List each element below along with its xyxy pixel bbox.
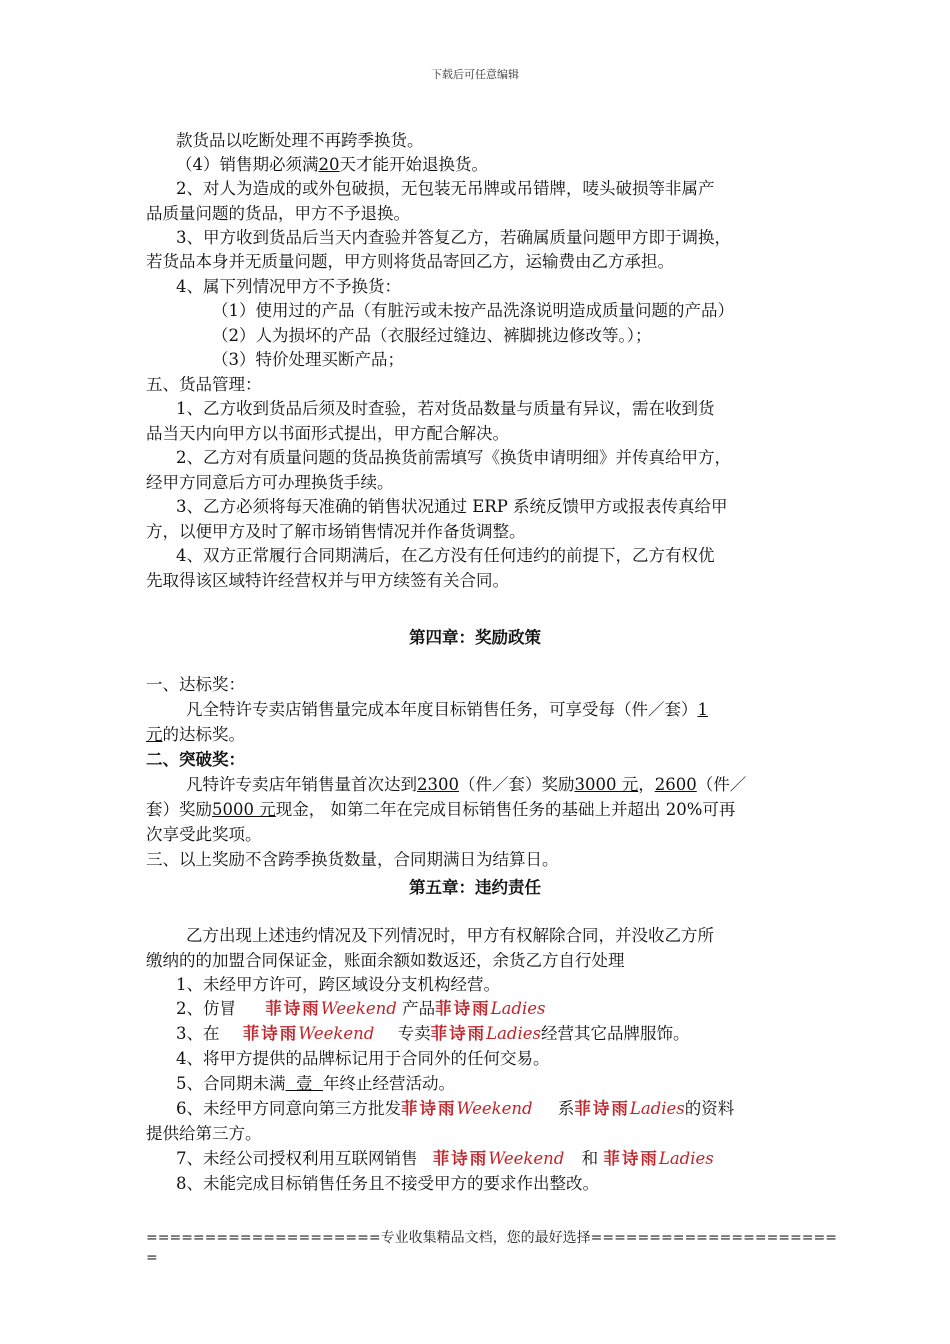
text-line: 品质量问题的货品，甲方不予退换。 — [146, 204, 410, 223]
brand-logo-ladies — [603, 1149, 713, 1168]
text-line: 2、乙方对有质量问题的货品换货前需填写《换货申请明细》并传真给甲方， — [176, 448, 731, 467]
brand-cn: 菲诗雨 — [574, 1099, 630, 1118]
brand-weekend: Weekend — [488, 1149, 565, 1168]
text-span: 凡特许专卖店年销售量首次达到 — [186, 775, 417, 794]
text-span: 凡全特许专卖店销售量完成本年度目标销售任务，可享受每（件／套） — [186, 700, 698, 719]
brand-cn: 菲诗雨 — [430, 1024, 487, 1043]
brand-cn: 菲诗雨 — [603, 1149, 659, 1168]
text-line: 缴纳的的加盟合同保证金，账面余额如数返还，余货乙方自行处理 — [146, 951, 625, 970]
text-line — [176, 1073, 455, 1095]
underlined-value: 5000 元 — [212, 800, 276, 819]
brand-logo-weekend — [433, 1149, 565, 1168]
text-line: （1）使用过的产品（有脏污或未按产品洗涤说明造成质量问题的产品） — [212, 301, 734, 320]
text-line: 款货品以吃断处理不再跨季换货。 — [176, 131, 424, 150]
text-span: ， — [638, 775, 655, 794]
text-line — [176, 154, 488, 176]
text-span: （4）销售期必须满 — [176, 155, 319, 174]
text-line: 方，以便甲方及时了解市场销售情况并作备货调整。 — [146, 522, 526, 541]
text-line: （2）人为损坏的产品（衣服经过缝边、裤脚挑边修改等。）； — [212, 326, 652, 345]
page-footer — [146, 1228, 837, 1268]
underlined-value: 壹 — [285, 1074, 323, 1093]
text-line: 提供给第三方。 — [146, 1124, 262, 1143]
section-heading: 五、货品管理： — [146, 375, 262, 394]
text-line: （3）特价处理买断产品； — [212, 350, 404, 369]
text-line: 经甲方同意后方可办理换货手续。 — [146, 473, 394, 492]
text-line: 1、未经甲方许可，跨区域设分支机构经营。 — [176, 975, 500, 994]
text-span: 7、未经公司授权利用互联网销售 — [176, 1149, 418, 1168]
text-line — [146, 799, 735, 821]
text-line: 先取得该区域特许经营权并与甲方续签有关合同。 — [146, 571, 509, 590]
text-line: 2、对人为造成的或外包破损，无包装无吊牌或吊错牌，唛头破损等非属产 — [176, 179, 715, 198]
text-line: 乙方出现上述违约情况及下列情况时，甲方有权解除合同，并没收乙方所 — [186, 926, 714, 945]
text-span: （件／套）奖励 — [459, 775, 575, 794]
text-span: 6、未经甲方同意向第三方批发 — [176, 1099, 401, 1118]
text-span: 年终止经营活动。 — [322, 1074, 455, 1093]
text-span: 5、合同期未满 — [176, 1074, 286, 1093]
text-span: 的达标奖。 — [162, 725, 245, 744]
text-line: 3、甲方收到货品后当天内查验并答复乙方，若确属质量问题甲方即于调换， — [176, 228, 731, 247]
text-line: 8、未能完成目标销售任务且不接受甲方的要求作出整改。 — [176, 1174, 599, 1193]
underlined-value: 3000 元 — [574, 775, 639, 794]
text-line — [146, 724, 245, 746]
text-span: 3、在 — [176, 1024, 220, 1043]
section-heading: 二、突破奖： — [146, 750, 245, 769]
page-header: 下载后可任意编辑 — [431, 68, 519, 81]
brand-cn: 菲诗雨 — [432, 1149, 489, 1168]
text-line — [176, 998, 545, 1020]
brand-logo-weekend — [401, 1099, 533, 1118]
brand-logo-weekend — [243, 1024, 375, 1043]
text-span: 套）奖励 — [146, 800, 212, 819]
brand-ladies: Ladies — [490, 999, 546, 1018]
text-line: 4、将甲方提供的品牌标记用于合同外的任何交易。 — [176, 1049, 550, 1068]
text-span: 天才能开始退换货。 — [339, 155, 488, 174]
text-span: 产品 — [402, 999, 436, 1018]
text-span: 和 — [581, 1149, 599, 1168]
brand-weekend: Weekend — [298, 1024, 375, 1043]
brand-ladies: Ladies — [629, 1099, 685, 1118]
text-line: 次享受此奖项。 — [146, 825, 262, 844]
brand-ladies: Ladies — [658, 1149, 714, 1168]
text-line — [186, 699, 708, 721]
brand-cn: 菲诗雨 — [435, 999, 491, 1018]
brand-cn: 菲诗雨 — [242, 1024, 299, 1043]
text-span: （件／ — [696, 775, 747, 794]
text-line: 三、以上奖励不含跨季换货数量，合同期满日为结算日。 — [146, 850, 559, 869]
brand-cn: 菲诗雨 — [401, 1099, 457, 1118]
underlined-value: 20 — [318, 155, 340, 174]
underlined-value: 2300 — [417, 775, 459, 794]
text-line — [186, 774, 746, 796]
text-line: 4、属下列情况甲方不予换货： — [176, 277, 401, 296]
footer-line: = — [146, 1250, 158, 1266]
text-line — [176, 1023, 689, 1045]
text-span: 专卖 — [397, 1024, 431, 1043]
text-line: 3、乙方必须将每天准确的销售状况通过 ERP 系统反馈甲方或报表传真给甲 — [176, 497, 728, 516]
brand-weekend: Weekend — [320, 999, 397, 1018]
brand-logo-ladies — [574, 1099, 684, 1118]
text-line: 若货品本身并无质量问题，甲方则将货品寄回乙方，运输费由乙方承担。 — [146, 252, 674, 271]
text-line: 4、双方正常履行合同期满后，在乙方没有任何违约的前提下，乙方有权优 — [176, 546, 715, 565]
text-line: 品当天内向甲方以书面形式提出，甲方配合解决。 — [146, 424, 509, 443]
text-span: 的资料 — [684, 1099, 735, 1118]
underlined-value: 2600 — [654, 775, 697, 794]
footer-line: ====================专业收集精品文档，您的最好选择===================== — [146, 1230, 837, 1246]
text-span: 系 — [557, 1099, 575, 1118]
brand-logo-ladies — [435, 999, 545, 1018]
brand-logo-weekend — [265, 999, 397, 1018]
underlined-value: 1 — [697, 700, 708, 719]
brand-ladies: Ladies — [486, 1024, 541, 1043]
text-line: 1、乙方收到货品后须及时查验，若对货品数量与质量有异议，需在收到货 — [176, 399, 715, 418]
text-line — [176, 1148, 714, 1170]
text-line — [176, 1098, 734, 1120]
text-span: 经营其它品牌服饰。 — [540, 1024, 690, 1043]
text-span: 2、仿冒 — [176, 999, 236, 1018]
chapter-title: 第四章：奖励政策 — [409, 628, 541, 647]
text-span: 现金， 如第二年在完成目标销售任务的基础上并超出 20%可再 — [275, 800, 736, 819]
underlined-value: 元 — [146, 725, 163, 744]
brand-logo-ladies — [431, 1024, 541, 1043]
section-heading: 一、达标奖： — [146, 675, 245, 694]
chapter-title: 第五章：违约责任 — [409, 878, 541, 897]
brand-cn: 菲诗雨 — [265, 999, 321, 1018]
brand-weekend: Weekend — [456, 1099, 533, 1118]
